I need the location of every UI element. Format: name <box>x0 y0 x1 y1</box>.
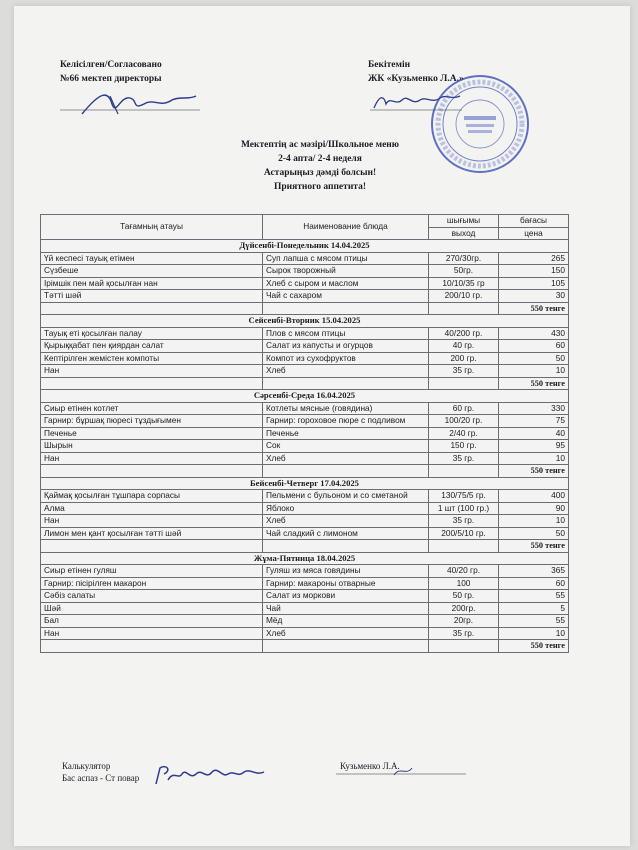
dish-name-kz: Шәй <box>41 602 263 615</box>
menu-table <box>40 214 569 653</box>
col-header-ru: Наименование блюда <box>263 215 429 240</box>
col-header-kz: Тағамның атауы <box>41 215 263 240</box>
approved-line-1: Бекітемін <box>368 60 411 70</box>
total-empty-cell <box>263 465 429 478</box>
greeting-ru: Приятного аппетита! <box>273 182 366 192</box>
dish-name-ru: Салат из моркови <box>263 590 429 603</box>
col-header-price-kz: бағасы <box>499 215 569 228</box>
dish-name-kz: Лимон мен қант қосылған тәтті шәй <box>41 527 263 540</box>
dish-name-kz: Сүзбеше <box>41 265 263 278</box>
table-row <box>41 352 569 365</box>
dish-yield: 10/10/35 гр <box>429 277 499 290</box>
dish-name-ru: Сырок творожный <box>263 265 429 278</box>
footer-chef-label: Бас аспаз - Ст повар <box>62 773 140 783</box>
dish-name-kz: Үй кеспесі тауық етімен <box>41 252 263 265</box>
dish-price: 105 <box>499 277 569 290</box>
dish-price: 330 <box>499 402 569 415</box>
footer-signer-name: Кузьменко Л.А. <box>340 761 400 771</box>
day-header-row <box>41 315 569 328</box>
dish-price: 10 <box>499 627 569 640</box>
total-empty-cell <box>41 540 263 553</box>
dish-price: 55 <box>499 615 569 628</box>
table-row <box>41 290 569 303</box>
dish-name-kz: Тәтті шәй <box>41 290 263 303</box>
table-row <box>41 265 569 278</box>
dish-price: 365 <box>499 565 569 578</box>
table-row <box>41 527 569 540</box>
dish-name-kz: Гарнир: бұршақ пюресі тұздығымен <box>41 415 263 428</box>
dish-price: 400 <box>499 490 569 503</box>
total-empty-cell <box>263 377 429 390</box>
table-row <box>41 440 569 453</box>
table-row <box>41 427 569 440</box>
dish-name-ru: Пельмени с бульоном и со сметаной <box>263 490 429 503</box>
footer-left <box>62 760 139 784</box>
table-row <box>41 602 569 615</box>
menu-body <box>41 240 569 653</box>
day-total: 550 тенге <box>499 302 569 315</box>
day-total-row <box>41 302 569 315</box>
total-empty-cell <box>41 377 263 390</box>
table-row <box>41 615 569 628</box>
dish-yield: 150 гр. <box>429 440 499 453</box>
dish-yield: 130/75/5 гр. <box>429 490 499 503</box>
col-header-price-ru: цена <box>499 227 569 240</box>
approved-line-2: ЖК «Кузьменко Л.А.» <box>368 74 464 84</box>
table-row <box>41 327 569 340</box>
director-signature <box>60 88 210 120</box>
dish-yield: 50 гр. <box>429 590 499 603</box>
total-empty-cell <box>429 377 499 390</box>
week-label: 2-4 апта/ 2-4 неделя <box>278 154 362 164</box>
dish-name-ru: Хлеб с сыром и маслом <box>263 277 429 290</box>
dish-name-ru: Хлеб <box>263 365 429 378</box>
dish-yield: 40/20 гр. <box>429 565 499 578</box>
dish-price: 50 <box>499 352 569 365</box>
dish-yield: 35 гр. <box>429 452 499 465</box>
day-total-row <box>41 640 569 653</box>
table-row <box>41 340 569 353</box>
col-header-yield-kz: шығымы <box>429 215 499 228</box>
day-title: Сейсенбі-Вторник 15.04.2025 <box>41 315 569 328</box>
day-header-row <box>41 390 569 403</box>
menu-title: Мектептің ас мәзірі/Школьное меню <box>240 140 400 150</box>
dish-price: 30 <box>499 290 569 303</box>
dish-name-kz: Печенье <box>41 427 263 440</box>
dish-name-ru: Хлеб <box>263 515 429 528</box>
dish-name-kz: Сиыр етінен гуляш <box>41 565 263 578</box>
dish-yield: 40/200 гр. <box>429 327 499 340</box>
dish-name-ru: Мёд <box>263 615 429 628</box>
table-row <box>41 402 569 415</box>
chef-signature <box>152 762 272 790</box>
dish-price: 150 <box>499 265 569 278</box>
total-empty-cell <box>263 302 429 315</box>
dish-name-ru: Плов с мясом птицы <box>263 327 429 340</box>
dish-price: 5 <box>499 602 569 615</box>
day-title: Сәрсенбі-Среда 16.04.2025 <box>41 390 569 403</box>
table-row <box>41 590 569 603</box>
dish-yield: 50гр. <box>429 265 499 278</box>
total-empty-cell <box>429 540 499 553</box>
dish-price: 90 <box>499 502 569 515</box>
table-row <box>41 252 569 265</box>
dish-yield: 35 гр. <box>429 515 499 528</box>
menu-title-block <box>150 138 490 194</box>
dish-name-kz: Алма <box>41 502 263 515</box>
dish-name-ru: Гуляш из мяса говядины <box>263 565 429 578</box>
total-empty-cell <box>263 640 429 653</box>
dish-name-ru: Хлеб <box>263 452 429 465</box>
col-header-yield-ru: выход <box>429 227 499 240</box>
dish-name-ru: Печенье <box>263 427 429 440</box>
dish-name-kz: Ірімшік пен май қосылған нан <box>41 277 263 290</box>
day-header-row <box>41 552 569 565</box>
dish-name-kz: Нан <box>41 365 263 378</box>
dish-price: 430 <box>499 327 569 340</box>
day-total: 550 тенге <box>499 465 569 478</box>
dish-name-kz: Қырыққабат пен қиярдан салат <box>41 340 263 353</box>
dish-yield: 60 гр. <box>429 402 499 415</box>
dish-name-kz: Шырын <box>41 440 263 453</box>
dish-yield: 40 гр. <box>429 340 499 353</box>
table-row <box>41 502 569 515</box>
dish-name-kz: Кептірілген жемістен компоты <box>41 352 263 365</box>
total-empty-cell <box>263 540 429 553</box>
dish-name-ru: Котлеты мясные (говядина) <box>263 402 429 415</box>
dish-price: 265 <box>499 252 569 265</box>
dish-price: 10 <box>499 515 569 528</box>
dish-yield: 100 <box>429 577 499 590</box>
dish-yield: 100/20 гр. <box>429 415 499 428</box>
dish-name-ru: Чай сладкий с лимоном <box>263 527 429 540</box>
table-row <box>41 490 569 503</box>
dish-name-ru: Гарнир: гороховое пюре с подливом <box>263 415 429 428</box>
dish-yield: 270/30гр. <box>429 252 499 265</box>
table-row <box>41 452 569 465</box>
day-total-row <box>41 377 569 390</box>
greeting-kz: Астарыңыз дәмді болсын! <box>263 168 377 178</box>
signer-signature-line <box>330 766 470 778</box>
dish-name-kz: Нан <box>41 452 263 465</box>
dish-yield: 35 гр. <box>429 365 499 378</box>
table-row <box>41 365 569 378</box>
dish-name-ru: Гарнир: макароны отварные <box>263 577 429 590</box>
dish-name-ru: Суп лапша с мясом птицы <box>263 252 429 265</box>
dish-price: 50 <box>499 527 569 540</box>
dish-name-ru: Хлеб <box>263 627 429 640</box>
dish-name-kz: Нан <box>41 515 263 528</box>
dish-yield: 200/5/10 гр. <box>429 527 499 540</box>
day-title: Жұма-Пятница 18.04.2025 <box>41 552 569 565</box>
dish-yield: 200 гр. <box>429 352 499 365</box>
dish-name-ru: Чай <box>263 602 429 615</box>
day-total: 550 тенге <box>499 540 569 553</box>
dish-name-ru: Сок <box>263 440 429 453</box>
approval-line-2: №66 мектеп директоры <box>60 74 162 84</box>
dish-name-kz: Бал <box>41 615 263 628</box>
dish-name-kz: Сәбіз салаты <box>41 590 263 603</box>
dish-yield: 200/10 гр. <box>429 290 499 303</box>
dish-price: 40 <box>499 427 569 440</box>
approval-block <box>60 58 162 86</box>
day-title: Дүйсенбі-Понедельник 14.04.2025 <box>41 240 569 253</box>
table-header-row <box>41 215 569 228</box>
table-row <box>41 565 569 578</box>
day-header-row <box>41 477 569 490</box>
day-title: Бейсенбі-Четверг 17.04.2025 <box>41 477 569 490</box>
total-empty-cell <box>429 465 499 478</box>
dish-yield: 20гр. <box>429 615 499 628</box>
dish-price: 55 <box>499 590 569 603</box>
dish-name-ru: Чай с сахаром <box>263 290 429 303</box>
day-total: 550 тенге <box>499 377 569 390</box>
day-header-row <box>41 240 569 253</box>
table-row <box>41 277 569 290</box>
dish-price: 10 <box>499 452 569 465</box>
dish-yield: 200гр. <box>429 602 499 615</box>
dish-yield: 2/40 гр. <box>429 427 499 440</box>
table-row <box>41 515 569 528</box>
dish-name-kz: Сиыр етінен котлет <box>41 402 263 415</box>
dish-price: 10 <box>499 365 569 378</box>
dish-name-kz: Тауық еті қосылған палау <box>41 327 263 340</box>
dish-yield: 1 шт (100 гр.) <box>429 502 499 515</box>
dish-name-ru: Компот из сухофруктов <box>263 352 429 365</box>
table-row <box>41 577 569 590</box>
dish-name-kz: Гарнир: пісірілген макарон <box>41 577 263 590</box>
total-empty-cell <box>41 302 263 315</box>
dish-yield: 35 гр. <box>429 627 499 640</box>
day-total-row <box>41 465 569 478</box>
dish-name-ru: Яблоко <box>263 502 429 515</box>
day-total-row <box>41 540 569 553</box>
footer-calculator: Калькулятор <box>62 761 111 771</box>
dish-price: 75 <box>499 415 569 428</box>
total-empty-cell <box>429 640 499 653</box>
dish-price: 95 <box>499 440 569 453</box>
dish-price: 60 <box>499 340 569 353</box>
table-row <box>41 415 569 428</box>
total-empty-cell <box>429 302 499 315</box>
dish-name-kz: Қаймақ қосылған тұшпара сорпасы <box>41 490 263 503</box>
approval-line-1: Келісілген/Согласовано <box>60 60 162 70</box>
dish-name-kz: Нан <box>41 627 263 640</box>
dish-price: 60 <box>499 577 569 590</box>
dish-name-ru: Салат из капусты и огурцов <box>263 340 429 353</box>
table-row <box>41 627 569 640</box>
day-total: 550 тенге <box>499 640 569 653</box>
total-empty-cell <box>41 640 263 653</box>
total-empty-cell <box>41 465 263 478</box>
